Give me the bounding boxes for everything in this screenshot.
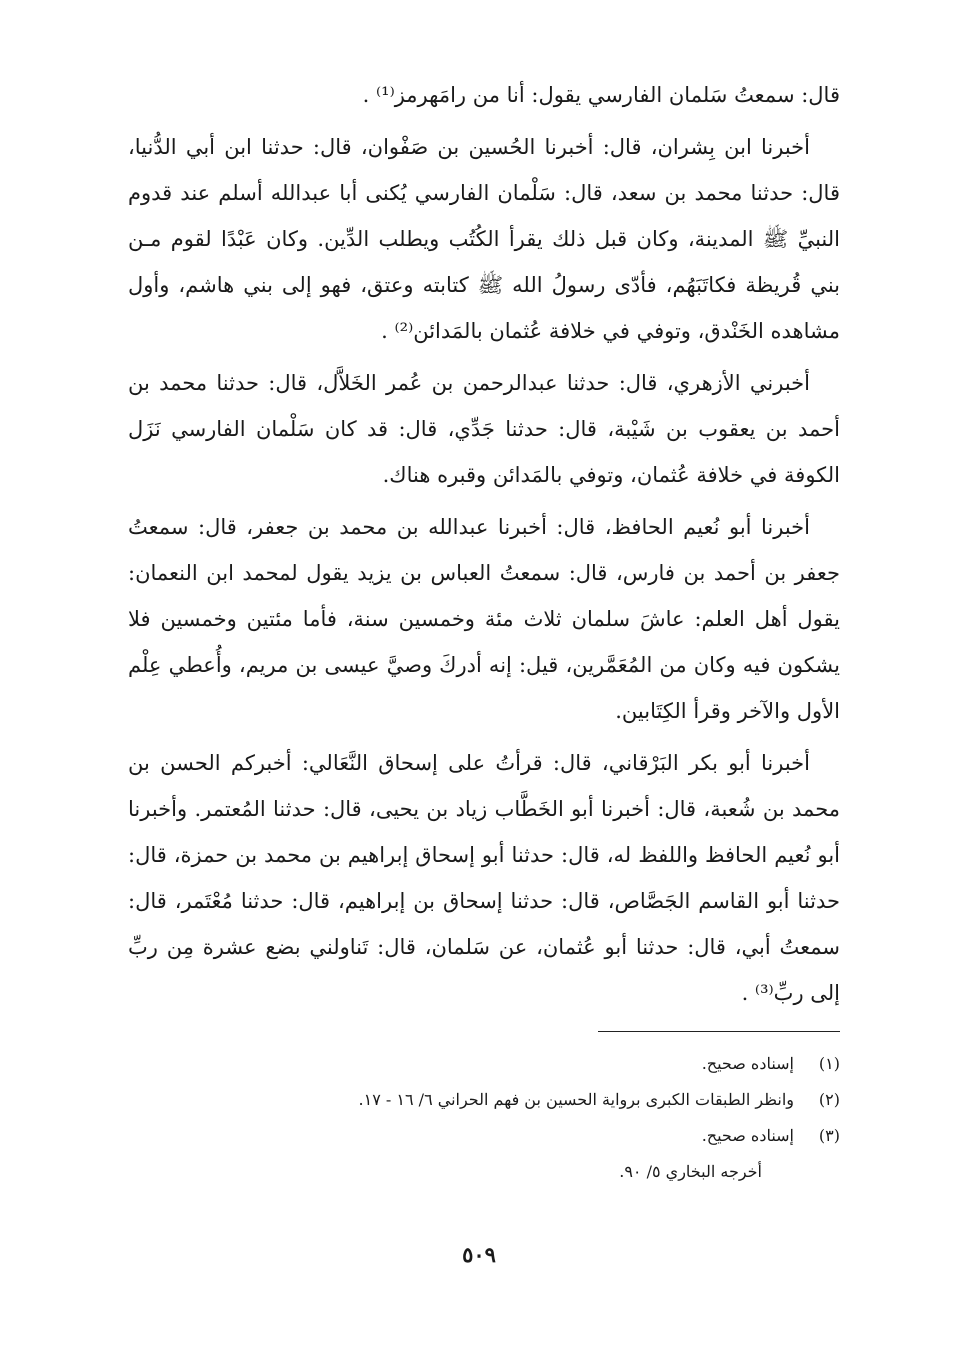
page-number: ٥٠٩ xyxy=(462,1242,496,1267)
footnote-1 xyxy=(200,1046,840,1082)
paragraph-4: أخبرنا أبو نُعيم الحافظ، قال: أخبرنا عبدالله بن محمد بن جعفر، قال: سمعتُ جعفر بن أحمد بن فارس، قال: سمعتُ العباس بن يزيد يقول لمحمد ابن النعمان: يقول أهل العلم: عاشَ سلمان ثلاث مئة وخمسين سنة، فأما مئتين وخمسين فلا يشكون فيه وكان من المُعَمَّرين، قيل: إنه أدركَ وصيَّ عيسى بن مريم، وأُعطي عِلْم الأول والآخر وقرأ الكِتَابين. xyxy=(128,515,840,723)
paragraph-2: أخبرنا ابن بِشران، قال: أخبرنا الحُسين بن صَفْوان، قال: حدثنا ابن أبي الدُّنيا، قال: حدثنا محمد بن سعد، قال: سَلْمان الفارسي يُكنى أبا عبدالله أسلم عند قدوم النبيِّ ﷺ المدينة، وكان قبل ذلك يقرأ الكُتُب ويطلب الدِّين. وكان عَبْدًا لقوم مـن بني قُريظة فكاتَبَهُم، فأدّى رسولُ الله ﷺ كتابته وعتق، فهو إلى بني هاشم، وأول مشاهده الخَنْدق، وتوفي في خلافة عُثمان بالمَدائن⁽²⁾ . xyxy=(128,135,840,343)
footnote-text: إسناده صحيح. xyxy=(701,1054,794,1073)
main-text xyxy=(128,72,840,1022)
footnote-number: (٣) xyxy=(818,1126,840,1145)
footnote-2 xyxy=(200,1082,840,1118)
footnote-number: (١) xyxy=(818,1054,840,1073)
footnote-number: (٢) xyxy=(818,1090,840,1109)
footnote-text: وانظر الطبقات الكبرى برواية الحسين بن فهم الحراني ٦/ ١٦ - ١٧. xyxy=(358,1090,794,1109)
footnote-text: إسناده صحيح. xyxy=(701,1126,794,1145)
footnote-3-continuation: أخرجه البخاري ٥/ ٩٠. xyxy=(619,1162,762,1181)
footnotes xyxy=(200,1046,840,1190)
footnote-separator xyxy=(598,1031,840,1032)
paragraph-3: أخبرني الأزهري، قال: حدثنا عبدالرحمن بن عُمر الخَلاَّل، قال: حدثنا محمد بن أحمد بن يعقوب بن شَيْبة، قال: حدثنا جَدِّي، قال: قد كان سَلْمان الفارسي نَزَل الكوفة في خلافة عُثمان، وتوفي بالمَدائن وقبره هناك. xyxy=(128,371,840,487)
paragraph-5: أخبرنا أبو بكر البَرْقاني، قال: قرأتُ على إسحاق النَّعَالي: أخبركم الحسن بن محمد بن شُعبة، قال: أخبرنا أبو الخَطَّاب زياد بن يحيى، قال: حدثنا المُعتمر. وأخبرنا أبو نُعيم الحافظ واللفظ له، قال: حدثنا أبو إسحاق إبراهيم بن محمد بن حمزة، قال: حدثنا أبو القاسم الجَصَّاص، قال: حدثنا إسحاق بن إبراهيم، قال: حدثنا مُعْتَمر، قال: سمعتُ أبي، قال: حدثنا أبو عُثمان، عن سَلمان، قال: تَناولني بضع عشرة مِن ربِّ إلى ربِّ⁽³⁾ . xyxy=(128,751,840,1005)
paragraph-1: قال: سمعتُ سَلمان الفارسي يقول: أنا من رامَهرمز⁽¹⁾ . xyxy=(362,83,840,107)
footnote-3 xyxy=(200,1118,840,1154)
